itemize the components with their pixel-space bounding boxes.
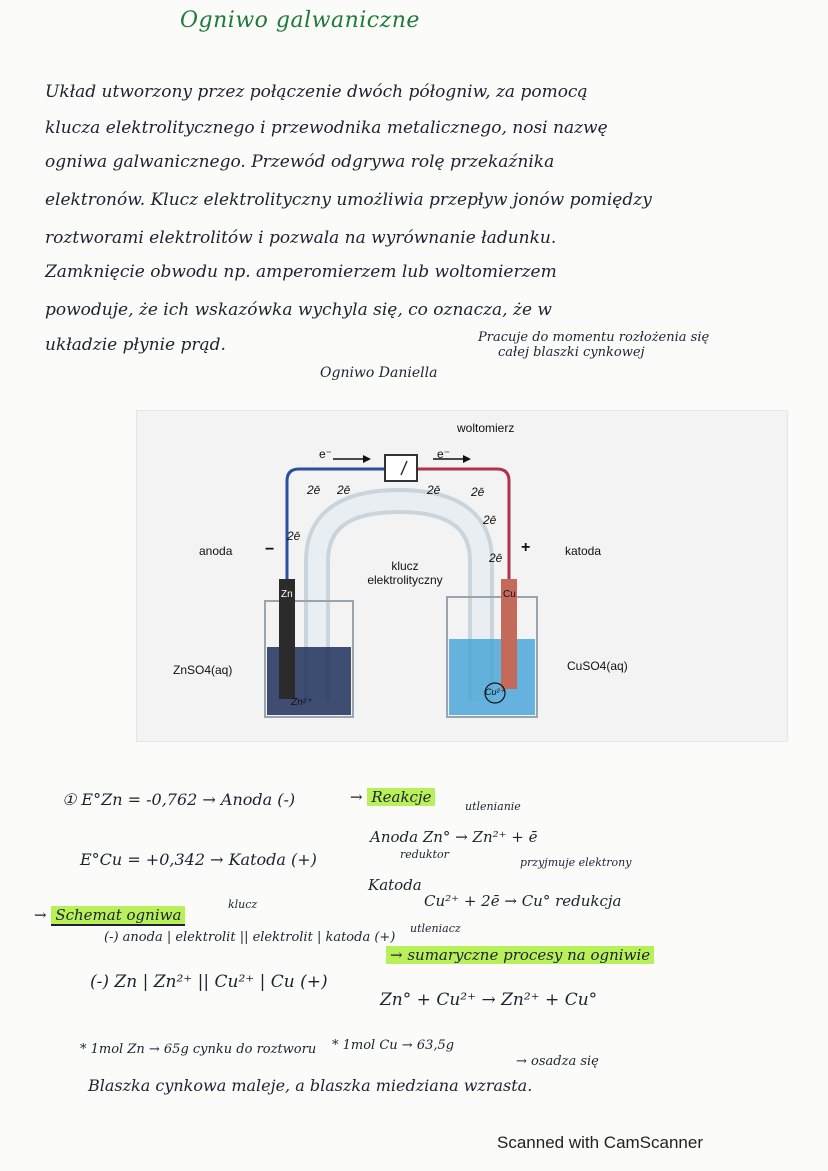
final-sentence: Blaszka cynkowa maleje, a blaszka miedziana wzrasta. bbox=[88, 1076, 533, 1095]
osadza-note: → osadza się bbox=[516, 1054, 599, 1069]
zn-electrode-label: Zn bbox=[281, 589, 293, 600]
two-electrons-label: 2ē bbox=[307, 483, 321, 497]
two-electrons-label: 2ē bbox=[489, 551, 503, 565]
zn-ion-label: Zn²⁺ bbox=[291, 697, 312, 708]
paragraph-line: Zamknięcie obwodu np. amperomierzem lub woltomierzem bbox=[45, 262, 557, 282]
schemat-heading: → Schemat ogniwa bbox=[34, 906, 185, 924]
mol-zn-note: * 1mol Zn → 65g cynku do roztworu bbox=[80, 1042, 317, 1057]
minus-sign: − bbox=[265, 541, 275, 558]
scanner-watermark: Scanned with CamScanner bbox=[497, 1133, 704, 1152]
plus-sign: + bbox=[521, 539, 531, 556]
paragraph-line: układzie płynie prąd. bbox=[45, 335, 226, 355]
daniell-cell-figure bbox=[136, 410, 788, 742]
anode-reaction: Anoda Zn° → Zn²⁺ + ē bbox=[370, 828, 538, 846]
cathode-reaction: Cu²⁺ + 2ē → Cu° redukcja bbox=[424, 892, 622, 910]
sumaryczne-highlight: → sumaryczne procesy na ogniwie bbox=[386, 946, 654, 964]
sumaryczne-heading bbox=[386, 946, 654, 964]
sum-equation: Zn° + Cu²⁺ → Zn²⁺ + Cu° bbox=[380, 990, 598, 1010]
cu-ion-label: Cu²⁺ bbox=[485, 687, 505, 697]
schemat-equation: (-) Zn | Zn²⁺ || Cu²⁺ | Cu (+) bbox=[90, 972, 328, 992]
electron-label: e⁻ bbox=[319, 447, 333, 461]
zn-potential: ① E°Zn = -0,762 → Anoda (-) bbox=[62, 790, 296, 809]
voltmeter-icon bbox=[385, 455, 417, 481]
utleniacz-note: utleniacz bbox=[410, 922, 461, 935]
paragraph-line: elektronów. Klucz elektrolityczny umożliwia przepływ jonów pomiędzy bbox=[45, 190, 652, 210]
daniell-label: Ogniwo Daniella bbox=[320, 365, 438, 381]
cu-electrode-label: Cu bbox=[503, 589, 516, 600]
two-electrons-label: 2ē bbox=[337, 483, 351, 497]
two-electrons-label: 2ē bbox=[287, 529, 301, 543]
schemat-highlight: Schemat ogniwa bbox=[51, 906, 185, 926]
side-note bbox=[478, 330, 709, 360]
side-note-line: całej blaszki cynkowej bbox=[498, 345, 645, 360]
page-title: Ogniwo galwaniczne bbox=[180, 8, 420, 33]
anode-label: anoda bbox=[199, 544, 233, 558]
side-note-line: Pracuje do momentu rozłożenia się bbox=[478, 330, 710, 345]
utlenianie-note: utlenianie bbox=[465, 800, 521, 813]
two-electrons-label: 2ē bbox=[427, 483, 441, 497]
cuso4-solution bbox=[449, 639, 535, 715]
two-electrons-label: 2ē bbox=[483, 513, 497, 527]
reakcje-highlight: Reakcje bbox=[367, 788, 435, 806]
paragraph-line: ogniwa galwanicznego. Przewód odgrywa rolę przekaźnika bbox=[45, 152, 555, 172]
cathode-label: katoda bbox=[565, 544, 602, 558]
cuso4-label: CuSO4(aq) bbox=[567, 659, 628, 673]
paragraph-line: klucza elektrolitycznego i przewodnika metalicznego, nosi nazwę bbox=[45, 118, 608, 138]
cell-diagram bbox=[137, 411, 787, 741]
paragraph-line: roztworami elektrolitów i pozwala na wyrównanie ładunku. bbox=[45, 228, 557, 248]
reakcje-heading: → Reakcje bbox=[350, 788, 435, 806]
voltmeter-label: woltomierz bbox=[457, 421, 515, 435]
schemat-line: (-) anoda | elektrolit || elektrolit | katoda (+) bbox=[104, 930, 396, 945]
electron-label: e⁻ bbox=[437, 447, 451, 461]
przyjmuje-note: przyjmuje elektrony bbox=[520, 856, 632, 869]
cu-potential: E°Cu = +0,342 → Katoda (+) bbox=[80, 850, 317, 869]
salt-bridge-label: klucz elektrolityczny bbox=[367, 559, 443, 587]
katoda-label: Katoda bbox=[368, 876, 422, 894]
two-electrons-label: 2ē bbox=[471, 485, 485, 499]
mol-cu-note: * 1mol Cu → 63,5g bbox=[332, 1038, 455, 1053]
znso4-label: ZnSO4(aq) bbox=[173, 663, 233, 677]
paragraph-line: Układ utworzony przez połączenie dwóch półogniw, za pomocą bbox=[45, 82, 588, 102]
klucz-note: klucz bbox=[228, 898, 258, 911]
paragraph-line: powoduje, że ich wskazówka wychyla się, co oznacza, że w bbox=[45, 300, 552, 320]
reduktor-note: reduktor bbox=[400, 848, 449, 861]
